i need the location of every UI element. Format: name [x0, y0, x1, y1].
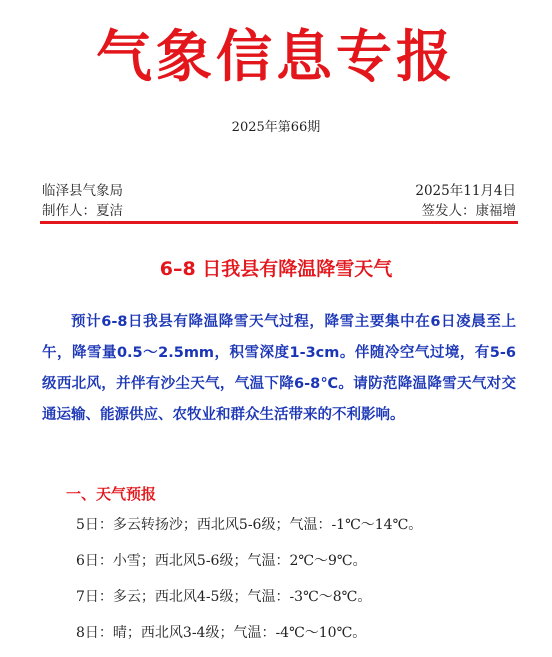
meta-row-2: [42, 199, 516, 219]
forecast-item: 5日：多云转扬沙；西北风5-6级；气温：-1℃～14℃。: [76, 517, 423, 533]
issuer: 签发人：康福增: [421, 203, 516, 219]
section-title-forecast: 一、天气预报: [66, 485, 157, 503]
meta-row-1: [42, 179, 516, 199]
author: 制作人：夏洁: [42, 203, 123, 219]
headline: 6–8 日我县有降温降雪天气: [159, 258, 393, 280]
bureau-name: 临泽县气象局: [42, 183, 123, 199]
header-divider: [40, 221, 518, 224]
forecast-list: [76, 513, 526, 657]
summary-paragraph: 预计6-8日我县有降温降雪天气过程，降雪主要集中在6日凌晨至上午，降雪量0.5～2.5mm，积雪深度1-3cm。伴随冷空气过境，有5-6级西北风，并伴有沙尘天气，气温下降6-8℃。请防范降温降雪天气对交通运输、能源供应、农牧业和群众生活带来的不利影响。: [42, 314, 516, 423]
issue-number: 2025年第66期: [231, 120, 321, 135]
forecast-item: 8日：晴；西北风3-4级；气温：-4℃～10℃。: [76, 625, 367, 641]
forecast-item: 7日：多云；西北风4-5级；气温：-3℃～8℃。: [76, 589, 372, 605]
forecast-item: 6日：小雪；西北风5-6级；气温：2℃～9℃。: [76, 553, 367, 569]
issue-date: 2025年11月4日: [415, 183, 516, 199]
masthead-title: 气象信息专报: [96, 25, 456, 90]
